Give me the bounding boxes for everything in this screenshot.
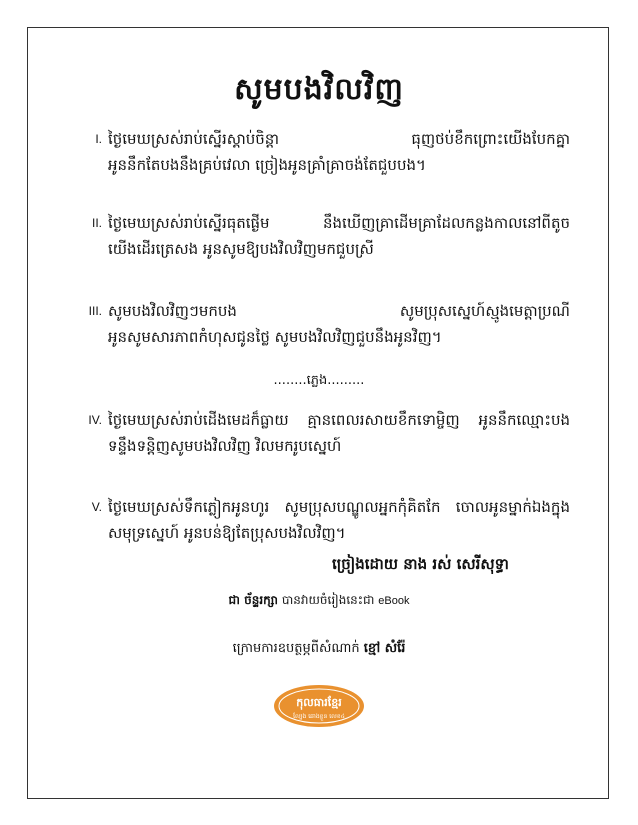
ebook-credit [0, 592, 638, 610]
song-title: សូមបងវិលវិញ [234, 72, 404, 107]
verse-line [108, 126, 570, 152]
verse-phrase: ចោលអូនម្នាក់ឯងក្នុង [455, 498, 570, 516]
verse-phrase: ថ្ងៃមេឃស្រស់រាប់ស្នើរធុតផ្ងើម [108, 214, 270, 232]
sponsor-credit-text: ក្រោមការឧបត្ថម្ភពីសំណាក់ [232, 641, 364, 656]
verse-number: II. [91, 216, 102, 230]
verse-line [108, 407, 570, 433]
verse-phrase: គ្មានពេលរសាយខឹកទោម្ចិញ [307, 411, 460, 429]
verse-number: V. [91, 500, 102, 514]
verse-phrase: នឹងឃើញគ្រាដើមគ្រាដែលកន្លងកាលនៅពីតូច [323, 214, 570, 232]
verse-line: អូនសូមសារភាពកំហុសជូនថ្លៃ សូមបងវិលវិញជួបនឹងអូនវិញ។ [108, 328, 442, 346]
verse-line [108, 298, 570, 324]
verse-line [108, 210, 570, 236]
brand-logo [273, 684, 365, 728]
verse-line [108, 494, 570, 520]
verse-phrase: ថ្ងៃមេឃស្រស់រាប់ដើងមេដក៏ធ្លាយ [108, 411, 289, 429]
ebook-label: eBook [378, 595, 410, 607]
verse-line: ទន្ទឹងទន្តិញសូមបងវិលវិញ វិលមករូបស្នេហ៍ [108, 437, 342, 455]
verse-line: សមុទ្រស្នេហ៍ អូនបន់ឱ្យតែប្រុសបងវិលវិញ។ [108, 524, 346, 542]
singer-credit: ច្រៀងដោយ នាង រស់ សេរីសុទ្ធា [332, 555, 509, 573]
sponsor-name: ខ្មៅ សំរ៉ែ [363, 641, 406, 656]
verse-phrase: សូមប្រុសបណ្ឌូលអ្នកកុំគិតកែ [284, 498, 441, 516]
verse-line: អូននឹកតែបងនឹងគ្រប់វេលា ច្រៀងអូនគ្រាំគ្រាចង់តែជួបបង។ [108, 156, 426, 174]
verse-line: យើងដើរត្រេសង អូនសូមឱ្យបងវិលវិញមកជួបស្រី [108, 240, 374, 258]
verse-number: III. [88, 304, 102, 318]
chorus-marker: ........ភ្លេង......... [273, 373, 365, 388]
verse-phrase: អូននឹកឈ្មោះបង [478, 411, 570, 429]
verse-number: IV. [88, 413, 102, 427]
logo-subtitle: ល្បែង ឆោងខ្លួន លេខ៤ [293, 713, 345, 720]
verse-phrase: ថ្ងៃមេឃស្រស់ទឹកភ្លៀកអូនហូរ [108, 498, 270, 516]
verse-phrase: ធុញថប់ខឹកព្រោះយើងបែកគ្នា [411, 130, 570, 148]
verse-phrase: ថ្ងៃមេឃស្រស់រាប់ស្នើរស្តាប់ចិន្តា [108, 130, 280, 148]
sponsor-credit [0, 640, 638, 659]
verse-number: I. [95, 132, 102, 146]
logo-title: កុលធារខ្មែរ [296, 696, 342, 709]
typist-name: ជា ច័ន្ទរក្សា [228, 593, 278, 607]
verse-phrase: សូមបងវិលវិញៗមកបង [108, 302, 237, 320]
ebook-credit-text: បានវាយចំរៀងនេះជា [278, 593, 379, 607]
verse-phrase: សូមប្រុសស្នេហ៍ស្មូងមេត្តាប្រណី [399, 302, 570, 320]
